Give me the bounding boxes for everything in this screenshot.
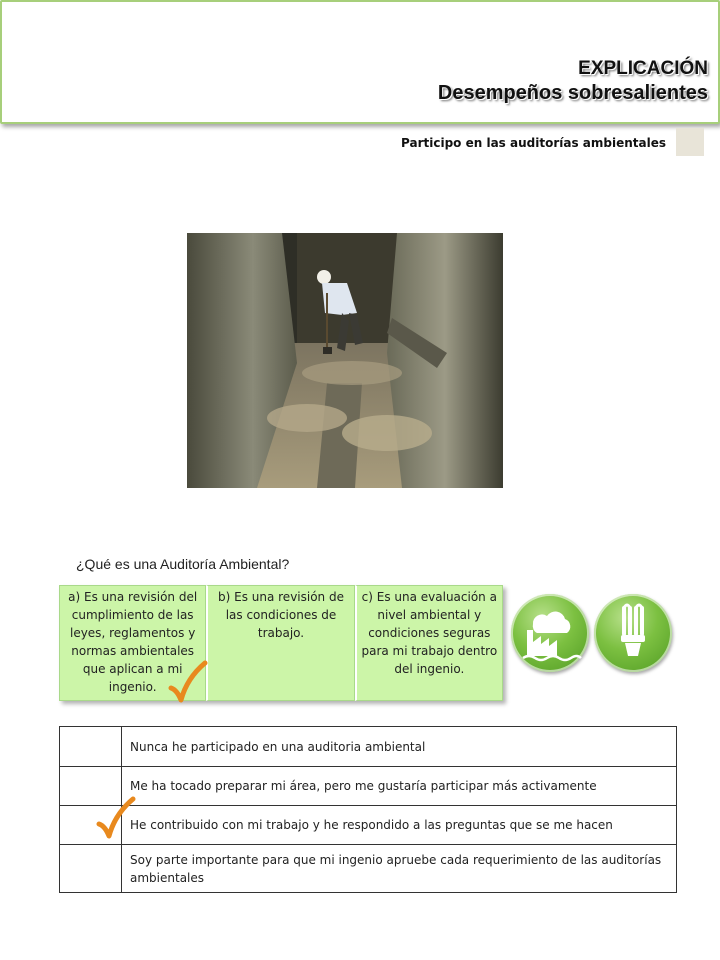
- level-3-checkbox[interactable]: [60, 806, 122, 845]
- page-title: [438, 57, 708, 105]
- option-b[interactable]: b) Es una revisión de las condiciones de trabajo.: [206, 585, 354, 701]
- section-subtitle: Participo en las auditorías ambientales: [401, 136, 666, 150]
- light-bulb-icon: [594, 594, 672, 672]
- level-4-checkbox[interactable]: [60, 845, 122, 893]
- subtitle-marker: [676, 128, 704, 156]
- level-1-checkbox[interactable]: [60, 727, 122, 767]
- title-line-1: EXPLICACIÓN: [578, 58, 708, 79]
- title-line-2: Desempeños sobresalientes: [437, 82, 708, 104]
- question-text: ¿Qué es una Auditoría Ambiental?: [76, 556, 290, 572]
- level-1-text: Nunca he participado en una auditoria ambiental: [122, 727, 677, 767]
- factory-icon: [511, 594, 589, 672]
- option-a[interactable]: a) Es una revisión del cumplimiento de las leyes, reglamentos y normas ambientales que aplican a mi ingenio.: [59, 585, 206, 701]
- worker-photo: [187, 233, 503, 488]
- option-c[interactable]: c) Es una evaluación a nivel ambiental y condiciones seguras para mi trabajo dentro del ingenio.: [355, 585, 503, 701]
- level-3-check-icon: [96, 796, 136, 840]
- header-panel: [0, 0, 720, 124]
- table-row: [60, 806, 677, 845]
- level-4-text: Soy parte importante para que mi ingenio apruebe cada requerimiento de las auditorías ambientales: [122, 845, 677, 893]
- table-row: [60, 727, 677, 767]
- participation-levels-table: [59, 726, 677, 893]
- worker-shoveling-photo-icon: [187, 233, 503, 488]
- option-a-check-icon: [168, 660, 208, 704]
- table-row: [60, 767, 677, 806]
- table-row: [60, 845, 677, 893]
- answer-options: [59, 585, 503, 701]
- level-2-text: Me ha tocado preparar mi área, pero me gustaría participar más activamente: [122, 767, 677, 806]
- level-3-text: He contribuido con mi trabajo y he respondido a las preguntas que se me hacen: [122, 806, 677, 845]
